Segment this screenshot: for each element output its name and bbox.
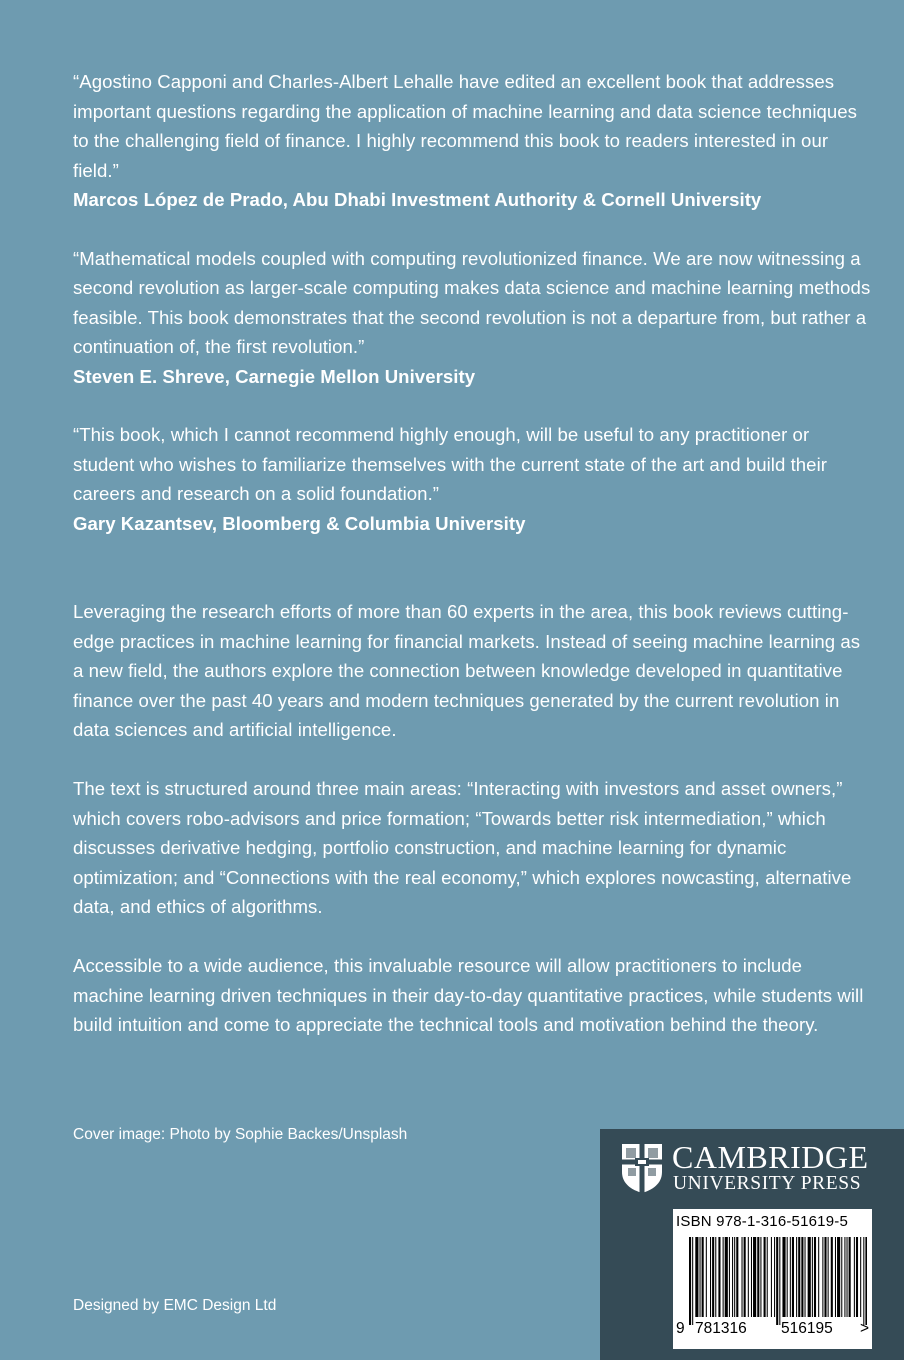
barcode-bar [764, 1237, 766, 1317]
barcode-bar [742, 1237, 743, 1317]
barcode-bar [863, 1237, 864, 1325]
quote-attribution: Steven E. Shreve, Carnegie Mellon University [73, 365, 476, 387]
barcode-bar [689, 1237, 691, 1325]
barcode-bar [828, 1237, 829, 1317]
barcode-tail: > [860, 1320, 870, 1337]
barcode-bar [824, 1237, 826, 1317]
barcode-bar [757, 1237, 759, 1317]
publisher-panel [600, 1129, 904, 1360]
barcode-bar [856, 1237, 858, 1317]
barcode-bar [734, 1237, 735, 1317]
barcode-bar [760, 1237, 761, 1317]
quote-text: “Mathematical models coupled with computing revolutionized finance. We are now witnessing a second revolution as larger-scale computing makes data science and machine learning methods feasible. This book demonstrates that the second revolution is not a departure from, but rather a continuation of, the first revolution.” [73, 247, 871, 357]
barcode-bar [837, 1237, 840, 1317]
barcode-bar [790, 1237, 791, 1317]
barcode-bar [812, 1237, 813, 1317]
isbn-label: ISBN 978-1-316-51619-5 [676, 1213, 849, 1230]
quote-attribution: Gary Kazantsev, Bloomberg & Columbia University [73, 512, 526, 534]
barcode-bar [725, 1237, 728, 1317]
description-paragraph: Leveraging the research efforts of more than 60 experts in the area, this book reviews cutting-edge practices in machine learning for financial markets. Instead of seeing machine learning as a new field, the authors explore the connection between knowledge developed in quantitative finance over the past 40 years and modern techniques generated by the current revolution in data sciences and artificial intelligence. [73, 601, 861, 740]
barcode-bar [814, 1237, 816, 1317]
barcode-bar [718, 1237, 720, 1317]
description-paragraph: The text is structured around three main areas: “Interacting with investors and asset owners,” which covers robo-advisors and price formation; “Towards better risk intermediation,” which discusses derivative hedging, portfolio construction, and machine learning for dynamic optimization; and “Connections with the real economy,” which explores nowcasting, alternative data, and ethics of algorithms. [73, 778, 852, 917]
barcode-bar [700, 1237, 701, 1317]
barcode-bar [715, 1237, 716, 1317]
quote-text: “Agostino Capponi and Charles-Albert Lehalle have edited an excellent book that addresses important questions regarding the application of machine learning and data science techniques to the challenging field of finance. I highly recommend this book to readers interested in our field.” [73, 71, 858, 181]
publisher-subtitle: UNIVERSITY PRESS [673, 1173, 862, 1194]
quote-attribution: Marcos López de Prado, Abu Dhabi Investment Authority & Cornell University [73, 189, 762, 210]
book-description [73, 597, 873, 1069]
barcode-bar [805, 1237, 806, 1317]
barcode-bar [865, 1237, 867, 1325]
barcode-digits-right: 516195 [781, 1320, 833, 1337]
barcode-bar [751, 1237, 752, 1317]
barcode-bar [774, 1237, 775, 1317]
barcode-bar [787, 1237, 788, 1317]
description-paragraph: Accessible to a wide audience, this invaluable resource will allow practitioners to include machine learning driven techniques in their day-to-day quantitative practices, while students will build intuition and come to appreciate the technical tools and motivation behind the theory. [73, 955, 864, 1035]
barcode-bar [753, 1237, 756, 1317]
design-credit: Designed by EMC Design Ltd [73, 1297, 277, 1314]
barcode-bar [818, 1237, 819, 1317]
endorsement-quote [73, 420, 873, 538]
barcode-digit-lead: 9 [676, 1320, 685, 1337]
barcode-bar [808, 1237, 811, 1317]
barcode-bar [723, 1237, 724, 1317]
barcode-bar [692, 1237, 693, 1325]
barcode-bar [748, 1237, 749, 1317]
barcode-bar [860, 1237, 861, 1317]
endorsement-quote [73, 67, 873, 215]
quote-text: “This book, which I cannot recommend highly enough, will be useful to any practitioner or student who wishes to familiarize themselves with the current state of the art and build their careers and research on a solid foundation.” [73, 424, 827, 504]
endorsement-quote [73, 244, 873, 392]
barcode-bar [798, 1237, 800, 1317]
barcode-bar [779, 1237, 780, 1325]
barcode-bar [736, 1237, 738, 1317]
barcode-bar [792, 1237, 794, 1317]
barcode-bar [844, 1237, 845, 1317]
endorsements [73, 67, 873, 567]
cover-image-credit: Cover image: Photo by Sophie Backes/Unsplash [73, 1126, 408, 1143]
barcode-bar [706, 1237, 707, 1317]
barcode-bar [835, 1237, 836, 1317]
barcode-bar [796, 1237, 797, 1317]
barcode-bar [732, 1237, 733, 1317]
barcode-bar [801, 1237, 803, 1317]
barcode-bar [695, 1237, 698, 1317]
cambridge-crest-icon [620, 1142, 664, 1194]
barcode-bar [767, 1237, 768, 1317]
isbn-barcode [673, 1209, 872, 1349]
barcode-bar [849, 1237, 851, 1317]
barcode-bar [744, 1237, 746, 1317]
barcode-bar [710, 1237, 711, 1317]
barcode-bars [689, 1237, 867, 1325]
barcode-bar [847, 1237, 848, 1317]
barcode-digits-left: 781316 [695, 1320, 747, 1337]
publisher-name: CAMBRIDGE [672, 1139, 869, 1175]
barcode-bar [729, 1237, 730, 1317]
barcode-bar [822, 1237, 823, 1317]
barcode-bar [712, 1237, 714, 1317]
barcode-bar [771, 1237, 772, 1317]
barcode-bar [831, 1237, 833, 1317]
barcode-bar [841, 1237, 842, 1317]
barcode-bar [854, 1237, 855, 1317]
barcode-bar [702, 1237, 704, 1317]
barcode-bar [782, 1237, 785, 1317]
barcode-bar [776, 1237, 778, 1325]
